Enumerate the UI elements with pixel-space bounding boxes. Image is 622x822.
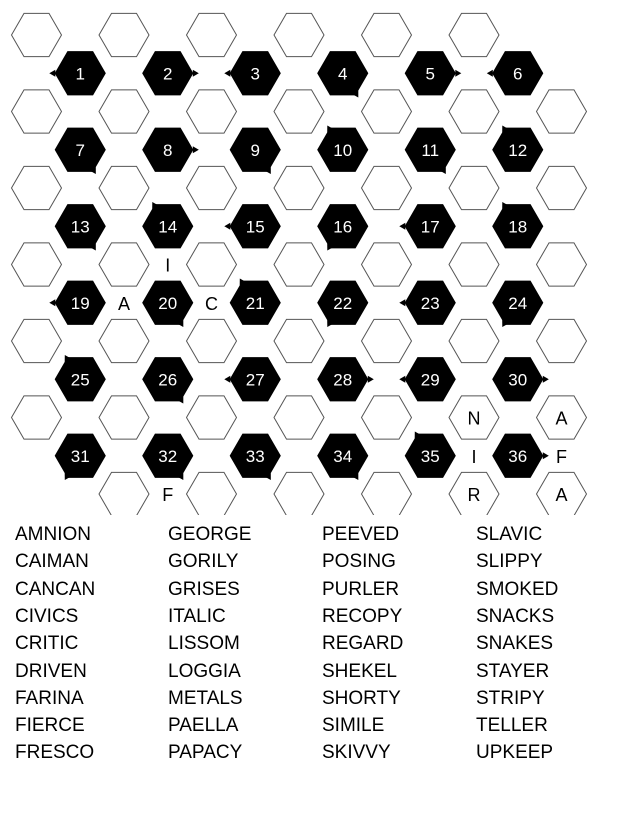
hex-cell[interactable] xyxy=(362,90,412,133)
hex-cell[interactable] xyxy=(99,90,149,133)
word-list-item: STRIPY xyxy=(476,687,545,709)
hex-cell[interactable] xyxy=(187,166,237,209)
word-list-item: CIVICS xyxy=(15,605,79,627)
hex-cell[interactable] xyxy=(12,243,62,286)
clue-number: 21 xyxy=(245,293,265,313)
clue-number: 31 xyxy=(70,446,90,466)
clue-number: 10 xyxy=(333,140,353,160)
word-list-item: POSING xyxy=(322,551,396,573)
given-letter: A xyxy=(555,408,568,429)
word-list-item: TELLER xyxy=(476,715,548,737)
hex-cell[interactable] xyxy=(449,243,499,286)
clue-number: 22 xyxy=(333,293,353,313)
clue-number: 23 xyxy=(420,293,440,313)
clue-number: 6 xyxy=(513,64,523,84)
given-letter: F xyxy=(556,446,567,467)
clue-number: 15 xyxy=(245,217,265,237)
hex-cell[interactable] xyxy=(12,319,62,362)
hex-cell[interactable] xyxy=(187,13,237,56)
clue-number: 12 xyxy=(508,140,528,160)
clue-number: 32 xyxy=(158,446,178,466)
hex-cell[interactable] xyxy=(537,243,587,286)
hex-cell[interactable] xyxy=(537,319,587,362)
word-list-item: UPKEEP xyxy=(476,742,554,764)
direction-arrow-icon xyxy=(49,70,55,77)
hex-cell[interactable] xyxy=(274,90,324,133)
word-list-item: SMOKED xyxy=(476,578,559,600)
clue-number: 16 xyxy=(333,217,353,237)
clue-number: 9 xyxy=(250,140,260,160)
hex-cell[interactable] xyxy=(187,243,237,286)
hex-cell[interactable] xyxy=(274,319,324,362)
word-list-item: AMNION xyxy=(15,524,91,545)
hex-cell[interactable] xyxy=(274,13,324,56)
word-list-item: FIERCE xyxy=(15,715,85,737)
clue-number: 24 xyxy=(508,293,528,313)
clue-number: 5 xyxy=(425,64,435,84)
word-list-item: ITALIC xyxy=(168,605,226,627)
clue-number: 29 xyxy=(420,370,440,390)
clue-number: 19 xyxy=(70,293,90,313)
given-letter: I xyxy=(471,446,477,467)
word-list-item: SLIPPY xyxy=(476,551,543,573)
direction-arrow-icon xyxy=(224,376,230,383)
hex-cell[interactable] xyxy=(362,243,412,286)
hex-cell[interactable] xyxy=(12,13,62,56)
word-list-item: RECOPY xyxy=(322,605,403,627)
direction-arrow-icon xyxy=(543,452,549,459)
clue-number: 11 xyxy=(421,140,440,160)
hex-cell[interactable] xyxy=(99,166,149,209)
word-list-item: PEEVED xyxy=(322,524,400,545)
hex-cell[interactable] xyxy=(99,13,149,56)
word-list-item: SHORTY xyxy=(322,687,401,709)
word-list-item: CANCAN xyxy=(15,578,96,600)
hex-cell[interactable] xyxy=(537,90,587,133)
word-list-item: FARINA xyxy=(15,687,84,709)
given-letter: F xyxy=(162,485,174,505)
direction-arrow-icon xyxy=(224,70,230,77)
word-list-item: SIMILE xyxy=(322,715,385,737)
direction-arrow-icon xyxy=(399,299,405,306)
given-letter: A xyxy=(117,293,131,314)
word-list-item: GORILY xyxy=(168,551,239,573)
hex-cell[interactable] xyxy=(99,472,149,515)
direction-arrow-icon xyxy=(455,70,461,77)
hex-cell[interactable] xyxy=(187,90,237,133)
word-list-item: SNAKES xyxy=(476,633,554,655)
given-letter: A xyxy=(555,485,568,505)
hex-cell[interactable] xyxy=(12,166,62,209)
clue-number: 34 xyxy=(333,446,353,466)
clue-number: 27 xyxy=(245,370,265,390)
clue-number: 30 xyxy=(508,370,528,390)
clue-number: 14 xyxy=(158,217,178,237)
given-letter: I xyxy=(165,255,171,276)
hex-cell[interactable] xyxy=(362,319,412,362)
word-list xyxy=(0,520,622,780)
word-list-item: REGARD xyxy=(322,633,404,655)
clue-number: 17 xyxy=(420,217,440,237)
clue-number: 18 xyxy=(508,217,528,237)
hex-cell[interactable] xyxy=(187,472,237,515)
direction-arrow-icon xyxy=(368,376,374,383)
hex-cell[interactable] xyxy=(99,319,149,362)
clue-number: 35 xyxy=(420,446,440,466)
hex-cell[interactable] xyxy=(537,166,587,209)
hex-cell[interactable] xyxy=(362,13,412,56)
hex-cell[interactable] xyxy=(362,166,412,209)
word-list-item: PAPACY xyxy=(168,742,243,764)
hex-cell[interactable] xyxy=(12,396,62,439)
hex-cell[interactable] xyxy=(449,90,499,133)
clue-number: 25 xyxy=(70,370,90,390)
clue-number: 1 xyxy=(75,64,85,84)
given-letter: C xyxy=(205,293,218,314)
word-list-item: LISSOM xyxy=(168,633,240,655)
clue-number: 4 xyxy=(338,64,348,84)
word-list-item: DRIVEN xyxy=(15,660,87,682)
word-list-item: CRITIC xyxy=(15,633,79,655)
hex-cell[interactable] xyxy=(449,13,499,56)
word-list-item: GRISES xyxy=(168,578,240,600)
hex-cell[interactable] xyxy=(99,396,149,439)
hex-cell[interactable] xyxy=(362,396,412,439)
hex-cell[interactable] xyxy=(274,396,324,439)
direction-arrow-icon xyxy=(399,223,405,230)
hex-cell[interactable] xyxy=(187,396,237,439)
word-list-item: LOGGIA xyxy=(168,660,241,682)
word-list-item: FRESCO xyxy=(15,742,95,764)
clue-number: 28 xyxy=(333,370,353,390)
given-letter: N xyxy=(467,408,481,429)
hex-cell[interactable] xyxy=(99,243,149,286)
clue-number: 36 xyxy=(508,446,528,466)
direction-arrow-icon xyxy=(193,70,199,77)
clue-number: 20 xyxy=(158,293,178,313)
direction-arrow-icon xyxy=(487,70,493,77)
hex-cell[interactable] xyxy=(449,166,499,209)
word-list-item: PURLER xyxy=(322,578,400,600)
hex-cell[interactable] xyxy=(274,472,324,515)
hex-cell[interactable] xyxy=(362,472,412,515)
word-list-item: SLAVIC xyxy=(476,524,543,545)
word-list-item: SKIVVY xyxy=(322,742,391,764)
hex-cell[interactable] xyxy=(187,319,237,362)
word-list-item: CAIMAN xyxy=(15,551,89,573)
hex-cell[interactable] xyxy=(274,166,324,209)
direction-arrow-icon xyxy=(543,376,549,383)
clue-number: 8 xyxy=(163,140,173,160)
clue-number: 26 xyxy=(158,370,178,390)
word-list-item: METALS xyxy=(168,687,243,709)
word-list-item: SNACKS xyxy=(476,605,555,627)
word-list-item: GEORGE xyxy=(168,524,252,545)
direction-arrow-icon xyxy=(399,376,405,383)
direction-arrow-icon xyxy=(193,146,199,153)
clue-number: 33 xyxy=(245,446,265,466)
hex-cell[interactable] xyxy=(449,319,499,362)
hex-cell[interactable] xyxy=(12,90,62,133)
clue-number: 7 xyxy=(75,140,85,160)
direction-arrow-icon xyxy=(49,299,55,306)
given-letter: R xyxy=(467,485,481,505)
word-list-item: STAYER xyxy=(476,660,550,682)
clue-number: 13 xyxy=(70,217,90,237)
hex-cell[interactable] xyxy=(274,243,324,286)
direction-arrow-icon xyxy=(224,223,230,230)
word-list-item: SHEKEL xyxy=(322,660,397,682)
clue-number: 2 xyxy=(163,64,173,84)
clue-number: 3 xyxy=(250,64,260,84)
word-list-item: PAELLA xyxy=(168,715,239,737)
